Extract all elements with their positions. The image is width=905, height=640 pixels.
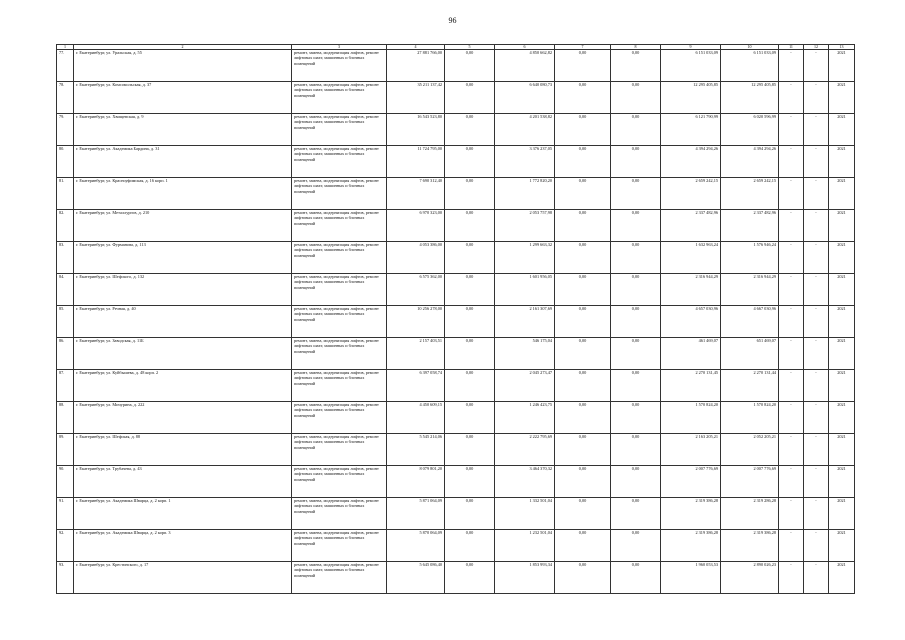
address-cell: г. Екатеринбург, ул. Академика Шварца, д. 2 корп. 1 — [74, 498, 292, 530]
table-row — [57, 530, 855, 562]
table-row — [57, 82, 855, 114]
work-type-cell: ремонт, замена, модернизация лифтов, ремонт лифтовых шахт, машинных и блочных помещений — [292, 50, 387, 82]
value-cell: 0,00 — [611, 434, 661, 466]
value-cell: 12 295 405,85 — [661, 82, 721, 114]
page-number: 96 — [448, 16, 457, 25]
year-cell: 2021 — [829, 306, 855, 338]
value-cell: 0,00 — [555, 434, 611, 466]
value-cell: - — [804, 562, 829, 594]
value-cell: - — [779, 210, 804, 242]
value-cell: 4 201 538,82 — [495, 114, 555, 146]
value-cell: 0,00 — [445, 210, 495, 242]
value-cell: 2 270 131,44 — [721, 370, 779, 402]
value-cell: 0,00 — [445, 50, 495, 82]
year-cell: 2021 — [829, 498, 855, 530]
value-cell: 2 007 776,69 — [721, 466, 779, 498]
table-row — [57, 274, 855, 306]
value-cell: 1 299 663,32 — [495, 242, 555, 274]
value-cell: 0,00 — [555, 466, 611, 498]
value-cell: - — [804, 434, 829, 466]
value-cell: 0,00 — [445, 498, 495, 530]
table-row — [57, 370, 855, 402]
work-type-cell: ремонт, замена, модернизация лифтов, ремонт лифтовых шахт, машинных и блочных помещений — [292, 178, 387, 210]
table-row — [57, 146, 855, 178]
row-number: 91. — [57, 498, 74, 530]
value-cell: - — [779, 306, 804, 338]
year-cell: 2021 — [829, 242, 855, 274]
value-cell: - — [779, 146, 804, 178]
value-cell: 6 640 080,73 — [495, 82, 555, 114]
value-cell: 0,00 — [611, 306, 661, 338]
value-cell: 6 020 596,99 — [721, 114, 779, 146]
value-cell: 1 232 501,04 — [495, 530, 555, 562]
value-cell: 651 469,07 — [721, 338, 779, 370]
value-cell: 0,00 — [555, 370, 611, 402]
row-number: 92. — [57, 530, 74, 562]
value-cell: 0,00 — [611, 466, 661, 498]
value-cell: - — [804, 466, 829, 498]
total-cost-cell: 5 870 064,09 — [387, 530, 445, 562]
table-row — [57, 402, 855, 434]
value-cell: - — [804, 402, 829, 434]
row-number: 79. — [57, 114, 74, 146]
work-type-cell: ремонт, замена, модернизация лифтов, ремонт лифтовых шахт, машинных и блочных помещений — [292, 242, 387, 274]
total-cost-cell: 16 543 523,80 — [387, 114, 445, 146]
total-cost-cell: 5 545 214,06 — [387, 434, 445, 466]
value-cell: 0,00 — [445, 370, 495, 402]
value-cell: 0,00 — [611, 338, 661, 370]
value-cell: 2 337 482,96 — [721, 210, 779, 242]
value-cell: 0,00 — [611, 402, 661, 434]
total-cost-cell: 5 871 064,09 — [387, 498, 445, 530]
work-type-cell: ремонт, замена, модернизация лифтов, ремонт лифтовых шахт, машинных и блочных помещений — [292, 210, 387, 242]
table-row — [57, 178, 855, 210]
year-cell: 2021 — [829, 274, 855, 306]
total-cost-cell: 11 724 795,00 — [387, 146, 445, 178]
address-cell: г. Екатеринбург, ул. Мичурина, д. 222 — [74, 402, 292, 434]
value-cell: 546 175,04 — [495, 338, 555, 370]
total-cost-cell: 6 575 362,00 — [387, 274, 445, 306]
value-cell: 0,00 — [611, 50, 661, 82]
work-type-cell: ремонт, замена, модернизация лифтов, ремонт лифтовых шахт, машинных и блочных помещений — [292, 434, 387, 466]
year-cell: 2021 — [829, 338, 855, 370]
address-cell: г. Екатеринбург, ул. Уральская, д. 55 — [74, 50, 292, 82]
value-cell: 0,00 — [611, 498, 661, 530]
year-cell: 2021 — [829, 50, 855, 82]
year-cell: 2021 — [829, 402, 855, 434]
year-cell: 2021 — [829, 114, 855, 146]
value-cell: - — [804, 370, 829, 402]
value-cell: - — [804, 82, 829, 114]
table-row — [57, 242, 855, 274]
work-type-cell: ремонт, замена, модернизация лифтов, ремонт лифтовых шахт, машинных и блочных помещений — [292, 402, 387, 434]
value-cell: - — [779, 434, 804, 466]
table-row — [57, 498, 855, 530]
row-number: 84. — [57, 274, 74, 306]
table-row — [57, 210, 855, 242]
column-number: 9 — [661, 45, 721, 50]
value-cell: 0,00 — [555, 274, 611, 306]
value-cell: - — [804, 306, 829, 338]
value-cell: - — [804, 146, 829, 178]
value-cell: 2 659 242,15 — [721, 178, 779, 210]
work-type-cell: ремонт, замена, модернизация лифтов, ремонт лифтовых шахт, машинных и блочных помещений — [292, 562, 387, 594]
value-cell: 4 394 294,26 — [661, 146, 721, 178]
total-cost-cell: 7 690 312,40 — [387, 178, 445, 210]
value-cell: 1 570 824,20 — [721, 402, 779, 434]
value-cell: 4 394 294,26 — [721, 146, 779, 178]
value-cell: 0,00 — [555, 306, 611, 338]
row-number: 80. — [57, 146, 74, 178]
value-cell: 1 632 963,24 — [661, 242, 721, 274]
value-cell: - — [779, 178, 804, 210]
value-cell: 3 464 370,32 — [495, 466, 555, 498]
value-cell: 0,00 — [555, 146, 611, 178]
work-type-cell: ремонт, замена, модернизация лифтов, ремонт лифтовых шахт, машинных и блочных помещений — [292, 274, 387, 306]
address-cell: г. Екатеринбург, ул. Красноуфимская, д. 16 корп. 1 — [74, 178, 292, 210]
value-cell: 2 337 482,96 — [661, 210, 721, 242]
value-cell: 0,00 — [555, 50, 611, 82]
value-cell: 0,00 — [555, 530, 611, 562]
value-cell: 2 319 286,28 — [721, 498, 779, 530]
value-cell: 0,00 — [611, 146, 661, 178]
value-cell: 2 316 944,29 — [721, 274, 779, 306]
value-cell: - — [779, 562, 804, 594]
work-type-cell: ремонт, замена, модернизация лифтов, ремонт лифтовых шахт, машинных и блочных помещений — [292, 338, 387, 370]
value-cell: 0,00 — [555, 178, 611, 210]
value-cell: 0,00 — [555, 338, 611, 370]
row-number: 83. — [57, 242, 74, 274]
column-number: 3 — [292, 45, 387, 50]
value-cell: 461 469,07 — [661, 338, 721, 370]
value-cell: - — [779, 338, 804, 370]
value-cell: 0,00 — [445, 178, 495, 210]
total-cost-cell: 8 079 801,20 — [387, 466, 445, 498]
year-cell: 2021 — [829, 210, 855, 242]
table-row — [57, 338, 855, 370]
year-cell: 2021 — [829, 466, 855, 498]
value-cell: 0,00 — [555, 498, 611, 530]
year-cell: 2021 — [829, 178, 855, 210]
address-cell: г. Екатеринбург, ул. Комсомольская, д. 37 — [74, 82, 292, 114]
value-cell: - — [779, 242, 804, 274]
work-type-cell: ремонт, замена, модернизация лифтов, ремонт лифтовых шахт, машинных и блочных помещений — [292, 466, 387, 498]
address-cell: г. Екатеринбург, ул. Речная, д. 40 — [74, 306, 292, 338]
value-cell: 4 657 030,96 — [661, 306, 721, 338]
value-cell: 0,00 — [445, 82, 495, 114]
work-type-cell: ремонт, замена, модернизация лифтов, ремонт лифтовых шахт, машинных и блочных помещений — [292, 82, 387, 114]
row-number: 88. — [57, 402, 74, 434]
value-cell: 0,00 — [555, 402, 611, 434]
value-cell: 0,00 — [445, 274, 495, 306]
value-cell: 2 319 386,28 — [721, 530, 779, 562]
value-cell: 0,00 — [611, 114, 661, 146]
value-cell: 0,00 — [445, 306, 495, 338]
column-number: 8 — [611, 45, 661, 50]
value-cell: 1 570 824,20 — [661, 402, 721, 434]
column-number: 13 — [829, 45, 855, 50]
column-number: 7 — [555, 45, 611, 50]
value-cell: 1 960 053,53 — [661, 562, 721, 594]
value-cell: 0,00 — [445, 146, 495, 178]
value-cell: 6 151 033,09 — [721, 50, 779, 82]
value-cell: 0,00 — [555, 114, 611, 146]
column-number: 4 — [387, 45, 445, 50]
work-type-cell: ремонт, замена, модернизация лифтов, ремонт лифтовых шахт, машинных и блочных помещений — [292, 530, 387, 562]
value-cell: - — [779, 274, 804, 306]
value-cell: 0,00 — [611, 562, 661, 594]
year-cell: 2021 — [829, 434, 855, 466]
value-cell: 0,00 — [445, 466, 495, 498]
total-cost-cell: 6 397 058,74 — [387, 370, 445, 402]
work-type-cell: ремонт, замена, модернизация лифтов, ремонт лифтовых шахт, машинных и блочных помещений — [292, 306, 387, 338]
address-cell: г. Екатеринбург, ул. Академика Бардина, д. 31 — [74, 146, 292, 178]
value-cell: - — [804, 178, 829, 210]
value-cell: 6 151 033,09 — [661, 50, 721, 82]
value-cell: - — [779, 370, 804, 402]
column-number: 12 — [804, 45, 829, 50]
table-row — [57, 50, 855, 82]
work-type-cell: ремонт, замена, модернизация лифтов, ремонт лифтовых шахт, машинных и блочных помещений — [292, 498, 387, 530]
column-number: 11 — [779, 45, 804, 50]
value-cell: - — [779, 466, 804, 498]
column-number: 2 — [74, 45, 292, 50]
value-cell: - — [779, 82, 804, 114]
value-cell: 0,00 — [445, 242, 495, 274]
address-cell: г. Екатеринбург, ул. Трубачева, д. 43 — [74, 466, 292, 498]
value-cell: 4 667 030,96 — [721, 306, 779, 338]
work-type-cell: ремонт, замена, модернизация лифтов, ремонт лифтовых шахт, машинных и блочных помещений — [292, 370, 387, 402]
address-cell: г. Екатеринбург, ул. Академика Шварца, д. 2 корп. 3 — [74, 530, 292, 562]
value-cell: 2 163 205,21 — [661, 434, 721, 466]
value-cell: 12 295 405,85 — [721, 82, 779, 114]
total-cost-cell: 27 881 766,00 — [387, 50, 445, 82]
column-number: 5 — [445, 45, 495, 50]
work-type-cell: ремонт, замена, модернизация лифтов, ремонт лифтовых шахт, машинных и блочных помещений — [292, 146, 387, 178]
value-cell: 2 319 386,28 — [661, 530, 721, 562]
year-cell: 2021 — [829, 146, 855, 178]
column-number: 1 — [57, 45, 74, 50]
row-number: 82. — [57, 210, 74, 242]
total-cost-cell: 35 211 137,42 — [387, 82, 445, 114]
value-cell: 0,00 — [555, 562, 611, 594]
table-row — [57, 466, 855, 498]
total-cost-cell: 4 053 386,00 — [387, 242, 445, 274]
value-cell: - — [779, 498, 804, 530]
value-cell: 3 376 237,05 — [495, 146, 555, 178]
value-cell: 6 121 790,99 — [661, 114, 721, 146]
address-cell: г. Екатеринбург, ул. Хвищевская, д. 9 — [74, 114, 292, 146]
total-cost-cell: 4 450 609,15 — [387, 402, 445, 434]
value-cell: 1 246 423,75 — [495, 402, 555, 434]
value-cell: 2 659 242,15 — [661, 178, 721, 210]
value-cell: - — [779, 50, 804, 82]
value-cell: 1 576 946,24 — [721, 242, 779, 274]
value-cell: 0,00 — [611, 530, 661, 562]
value-cell: 2 890 026,23 — [721, 562, 779, 594]
row-number: 86. — [57, 338, 74, 370]
row-number: 77. — [57, 50, 74, 82]
value-cell: 0,00 — [445, 530, 495, 562]
table-row — [57, 114, 855, 146]
value-cell: 1 601 956,05 — [495, 274, 555, 306]
table-row — [57, 306, 855, 338]
year-cell: 2021 — [829, 370, 855, 402]
address-cell: г. Екатеринбург, ул. Куйбышева, д. 48 корп. 2 — [74, 370, 292, 402]
value-cell: - — [779, 530, 804, 562]
value-cell: - — [779, 402, 804, 434]
value-cell: 0,00 — [611, 82, 661, 114]
row-number: 81. — [57, 178, 74, 210]
total-cost-cell: 6 970 323,00 — [387, 210, 445, 242]
address-cell: г. Екатеринбург, ул. Заводская, д. 11Б — [74, 338, 292, 370]
column-number: 10 — [721, 45, 779, 50]
address-cell: г. Екатеринбург, ул. Шефского, д. 132 — [74, 274, 292, 306]
value-cell: 0,00 — [611, 210, 661, 242]
table-row — [57, 434, 855, 466]
value-cell: - — [779, 114, 804, 146]
value-cell: 2 053 757,98 — [495, 210, 555, 242]
value-cell: - — [804, 114, 829, 146]
value-cell: 0,00 — [445, 434, 495, 466]
column-number: 6 — [495, 45, 555, 50]
value-cell: 2 316 944,29 — [661, 274, 721, 306]
address-cell: г. Екатеринбург, ул. Фурманова, д. 113 — [74, 242, 292, 274]
value-cell: 0,00 — [445, 114, 495, 146]
year-cell: 2021 — [829, 530, 855, 562]
value-cell: - — [804, 530, 829, 562]
work-type-cell: ремонт, замена, модернизация лифтов, ремонт лифтовых шахт, машинных и блочных помещений — [292, 114, 387, 146]
total-cost-cell: 5 645 086,40 — [387, 562, 445, 594]
value-cell: 2 161 307,69 — [495, 306, 555, 338]
row-number: 90. — [57, 466, 74, 498]
value-cell: 2 319 386,28 — [661, 498, 721, 530]
value-cell: 0,00 — [555, 82, 611, 114]
value-cell: - — [804, 338, 829, 370]
address-cell: г. Екатеринбург, ул. Металлургов, д. 210 — [74, 210, 292, 242]
value-cell: 0,00 — [611, 370, 661, 402]
value-cell: 0,00 — [445, 562, 495, 594]
value-cell: 0,00 — [555, 210, 611, 242]
value-cell: 0,00 — [611, 242, 661, 274]
total-cost-cell: 2 157 403,51 — [387, 338, 445, 370]
value-cell: - — [804, 498, 829, 530]
table-row — [57, 562, 855, 594]
value-cell: 0,00 — [611, 178, 661, 210]
value-cell: 2 052 205,21 — [721, 434, 779, 466]
value-cell: 1 772 820,20 — [495, 178, 555, 210]
row-number: 87. — [57, 370, 74, 402]
value-cell: 0,00 — [611, 274, 661, 306]
value-cell: - — [804, 274, 829, 306]
value-cell: 2 222 795,69 — [495, 434, 555, 466]
value-cell: 4 850 662,82 — [495, 50, 555, 82]
value-cell: 1 853 993,34 — [495, 562, 555, 594]
value-cell: - — [804, 50, 829, 82]
address-cell: г. Екатеринбург, ул. Крестинского, д. 17 — [74, 562, 292, 594]
value-cell: 1 332 501,04 — [495, 498, 555, 530]
value-cell: 2 270 131,45 — [661, 370, 721, 402]
row-number: 78. — [57, 82, 74, 114]
value-cell: - — [804, 242, 829, 274]
row-number: 93. — [57, 562, 74, 594]
value-cell: 2 007 776,69 — [661, 466, 721, 498]
value-cell: - — [804, 210, 829, 242]
row-number: 89. — [57, 434, 74, 466]
value-cell: 0,00 — [445, 402, 495, 434]
row-number: 85. — [57, 306, 74, 338]
address-cell: г. Екатеринбург, ул. Шефская, д. 88 — [74, 434, 292, 466]
total-cost-cell: 10 256 278,00 — [387, 306, 445, 338]
year-cell: 2021 — [829, 562, 855, 594]
repair-schedule-table — [56, 44, 855, 594]
value-cell: 2 045 273,47 — [495, 370, 555, 402]
value-cell: 0,00 — [555, 242, 611, 274]
value-cell: 0,00 — [445, 338, 495, 370]
year-cell: 2021 — [829, 82, 855, 114]
